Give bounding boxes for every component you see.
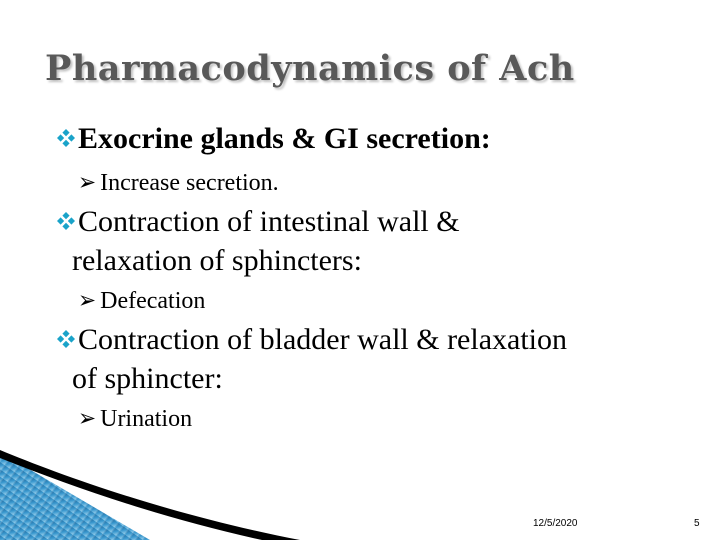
- sub-bullet-2-text: Defecation: [100, 288, 206, 314]
- arrowhead-bullet-icon: ➢: [78, 286, 97, 314]
- sub-bullet-3: [77, 404, 192, 433]
- sub-bullet-3-text: Urination: [100, 406, 193, 432]
- footer-date: 12/5/2020: [533, 518, 578, 529]
- bullet-1-text: Exocrine glands & GI secretion:: [78, 122, 491, 155]
- four-diamond-bullet-icon: [57, 212, 75, 230]
- bullet-2-text-line1: Contraction of intestinal wall &: [78, 205, 460, 238]
- decorative-swoosh: [0, 440, 300, 540]
- bullet-2-text-line2: relaxation of sphincters:: [72, 244, 362, 277]
- bullet-2: [57, 205, 460, 239]
- bullet-2-continuation: [72, 244, 362, 278]
- bullet-3-text-line1: Contraction of bladder wall & relaxation: [78, 323, 568, 356]
- arrowhead-bullet-icon: ➢: [78, 404, 97, 432]
- four-diamond-bullet-icon: [57, 129, 75, 147]
- bullet-3-text-line2: of sphincter:: [72, 362, 223, 395]
- arrowhead-bullet-icon: ➢: [78, 168, 97, 196]
- footer-page-number: 5: [694, 518, 700, 529]
- sub-bullet-2: [77, 286, 205, 315]
- slide-title: Pharmacodynamics of Ach: [45, 48, 575, 89]
- sub-bullet-1-text: Increase secretion.: [100, 170, 279, 196]
- bullet-3-continuation: [72, 362, 223, 396]
- bullet-3: [57, 323, 567, 357]
- bullet-1: [57, 122, 491, 156]
- sub-bullet-1: [77, 168, 279, 197]
- four-diamond-bullet-icon: [57, 330, 75, 348]
